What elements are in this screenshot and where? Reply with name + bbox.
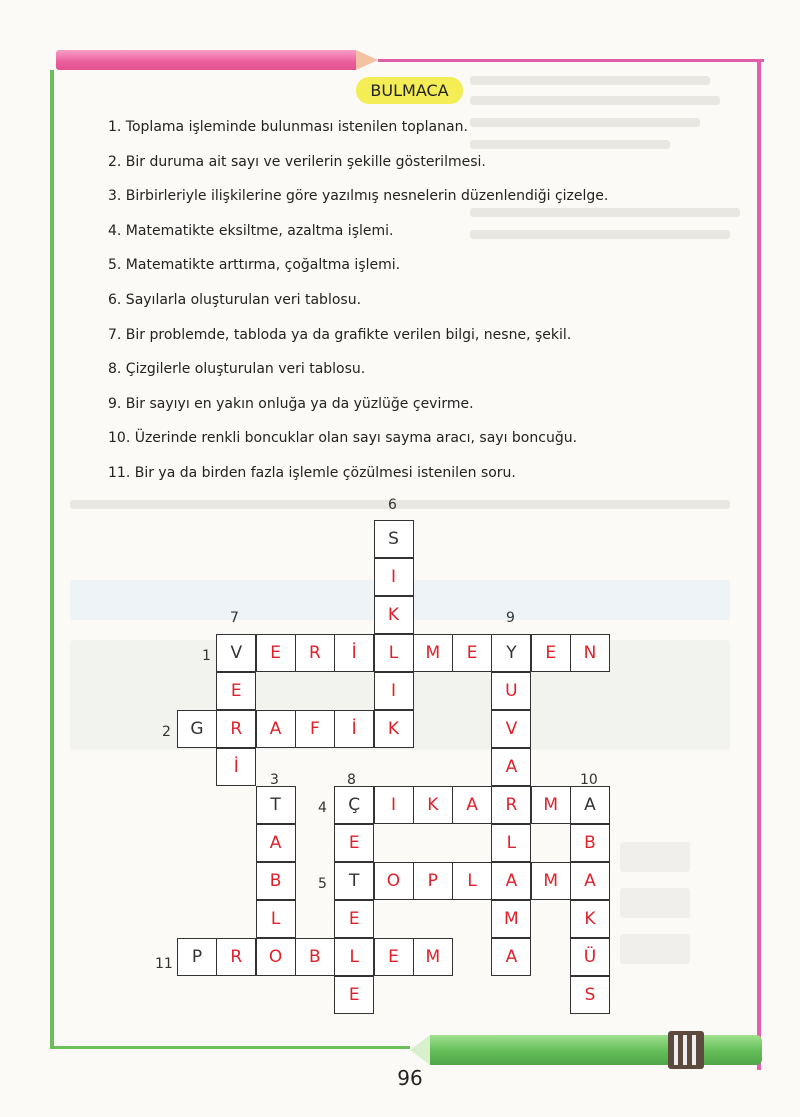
crossword-cell: O — [256, 938, 296, 976]
crossword-cell: E — [374, 938, 414, 976]
grid-number-2: 2 — [162, 724, 171, 740]
crossword-cell: E — [334, 900, 374, 938]
grid-number-10: 10 — [580, 772, 598, 788]
crossword-cell: M — [531, 786, 571, 824]
clue-7: 7. Bir problemde, tabloda ya da grafikte verilen bilgi, nesne, şekil. — [108, 326, 572, 343]
crossword-cell: A — [570, 862, 610, 900]
crossword-cell: I — [374, 786, 414, 824]
grid-number-1: 1 — [202, 648, 211, 664]
green-pencil-tip — [410, 1035, 430, 1065]
clue-3: 3. Birbirleriyle ilişkilerine göre yazılmış nesnelerin düzenlendiği çizelge. — [108, 188, 609, 205]
page-number: 96 — [397, 1066, 423, 1090]
clue-4: 4. Matematikte eksiltme, azaltma işlemi. — [108, 222, 394, 239]
crossword-cell: E — [256, 634, 296, 672]
crossword-cell: B — [295, 938, 335, 976]
clue-11: 11. Bir ya da birden fazla işlemle çözülmesi istenilen soru. — [108, 464, 516, 481]
grid-number-4: 4 — [318, 800, 327, 816]
green-border-left — [50, 70, 54, 1048]
crossword-cell: M — [413, 938, 453, 976]
crossword-cell: K — [374, 710, 414, 748]
grid-number-5: 5 — [318, 876, 327, 892]
clue-8: 8. Çizgilerle oluşturulan veri tablosu. — [108, 361, 366, 378]
crossword-cell: E — [452, 634, 492, 672]
crossword-cell: L — [256, 900, 296, 938]
crossword-cell: R — [216, 938, 256, 976]
crossword-cell: Y — [491, 634, 531, 672]
page-title: BULMACA — [356, 77, 463, 104]
crossword-cell: K — [570, 900, 610, 938]
pencil-band — [668, 1031, 704, 1069]
crossword-cell: A — [491, 862, 531, 900]
crossword-cell: S — [570, 976, 610, 1014]
crossword-cell: A — [570, 786, 610, 824]
clue-5: 5. Matematikte arttırma, çoğaltma işlemi. — [108, 257, 401, 274]
crossword-cell: L — [334, 938, 374, 976]
grid-number-9: 9 — [506, 610, 515, 626]
crossword-cell: N — [570, 634, 610, 672]
crossword-cell: B — [256, 862, 296, 900]
crossword-cell: İ — [216, 748, 256, 786]
crossword-cell: I — [374, 672, 414, 710]
grid-number-7: 7 — [230, 610, 239, 626]
clue-10: 10. Üzerinde renkli boncuklar olan sayı sayma aracı, sayı boncuğu. — [108, 430, 578, 447]
crossword-cell: A — [491, 748, 531, 786]
crossword-cell: E — [216, 672, 256, 710]
green-border-bottom — [50, 1046, 410, 1049]
crossword-cell: B — [570, 824, 610, 862]
crossword-cell: I — [374, 558, 414, 596]
crossword-cell: V — [216, 634, 256, 672]
crossword-cell: P — [177, 938, 217, 976]
crossword-cell: T — [334, 862, 374, 900]
crossword-cell: A — [256, 824, 296, 862]
crossword-cell: R — [295, 634, 335, 672]
crossword-cell: P — [413, 862, 453, 900]
grid-number-11: 11 — [155, 956, 173, 972]
crossword-cell: A — [256, 710, 296, 748]
crossword-cell: R — [491, 786, 531, 824]
grid-number-3: 3 — [270, 772, 279, 788]
crossword-cell: E — [334, 976, 374, 1014]
clue-1: 1. Toplama işleminde bulunması istenilen toplanan. — [108, 119, 468, 135]
grid-number-6: 6 — [388, 497, 397, 513]
clue-2: 2. Bir duruma ait sayı ve verilerin şekille gösterilmesi. — [108, 153, 486, 170]
crossword-cell: O — [374, 862, 414, 900]
crossword-cell: İ — [334, 634, 374, 672]
crossword-cell: V — [491, 710, 531, 748]
pink-pencil-decoration — [56, 50, 356, 70]
crossword-cell: A — [491, 938, 531, 976]
crossword-cell: E — [531, 634, 571, 672]
crossword-cell: S — [374, 520, 414, 558]
pink-pencil-tip — [356, 50, 378, 70]
crossword-cell: İ — [334, 710, 374, 748]
clue-9: 9. Bir sayıyı en yakın onluğa ya da yüzlüğe çevirme. — [108, 395, 474, 412]
crossword-cell: L — [452, 862, 492, 900]
crossword-cell: A — [452, 786, 492, 824]
crossword-cell: R — [216, 710, 256, 748]
crossword-cell: E — [334, 824, 374, 862]
crossword-cell: K — [413, 786, 453, 824]
clue-6: 6. Sayılarla oluşturulan veri tablosu. — [108, 291, 362, 308]
crossword-cell: L — [374, 634, 414, 672]
crossword-cell: Ç — [334, 786, 374, 824]
clue-list — [108, 114, 748, 495]
crossword-cell: M — [413, 634, 453, 672]
crossword-cell: U — [491, 672, 531, 710]
crossword-cell: G — [177, 710, 217, 748]
pink-border-right — [757, 60, 761, 1070]
crossword-cell: M — [531, 862, 571, 900]
pink-border-top — [378, 59, 764, 62]
crossword-cell: T — [256, 786, 296, 824]
green-pencil-decoration — [430, 1035, 762, 1065]
crossword-cell: M — [491, 900, 531, 938]
crossword-cell: K — [374, 596, 414, 634]
crossword-cell: Ü — [570, 938, 610, 976]
crossword-cell: F — [295, 710, 335, 748]
crossword-cell: L — [491, 824, 531, 862]
grid-number-8: 8 — [347, 772, 356, 788]
